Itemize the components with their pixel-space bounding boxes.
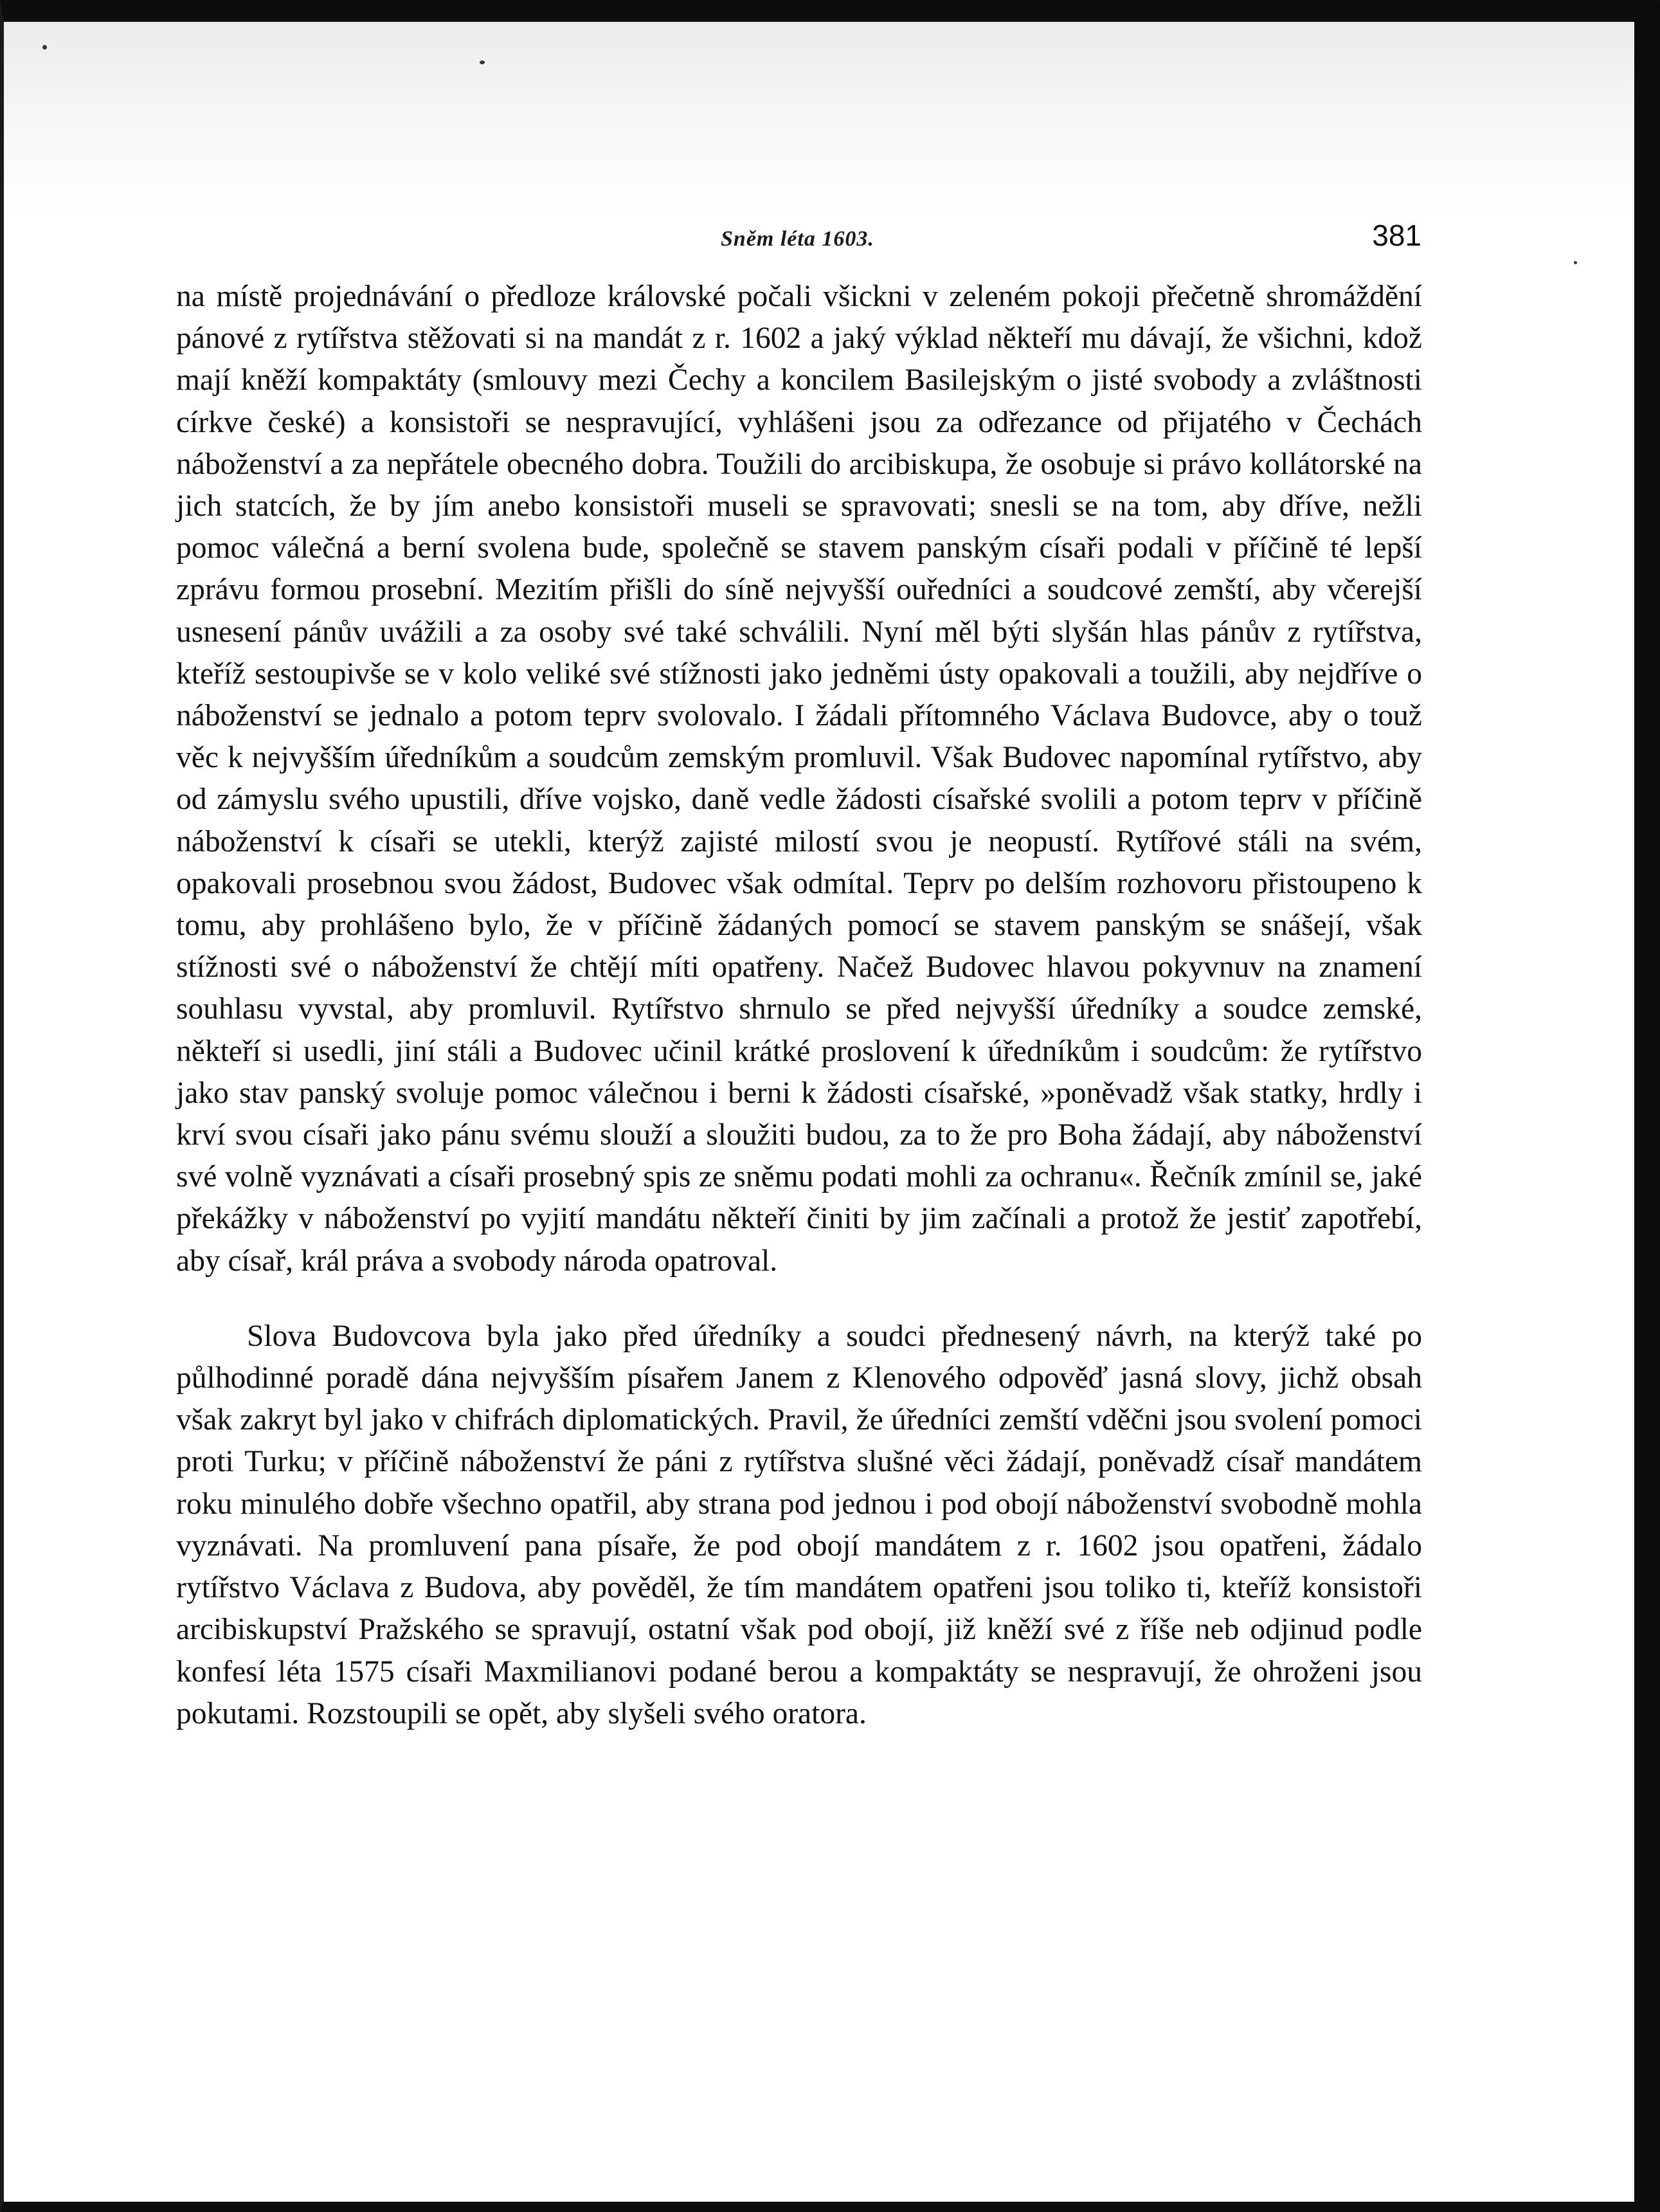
page-header bbox=[177, 218, 1421, 257]
body-text bbox=[176, 276, 1422, 1735]
running-title: Sněm léta 1603. bbox=[721, 227, 874, 251]
paragraph-1: na místě projednávání o předloze královské počali všickni v zeleném pokoji přečetně shromáždění pánové z rytířstva stěžovati si na mandát z r. 1602 a jaký výklad někteří mu dávají, že všichni, kdož mají kněží kompaktáty (smlouvy mezi Čechy a koncilem Basilejským o jisté svobody a zvláštnosti církve české) a konsistoři se nespravující, vyhlášeni jsou za odřezance od přijatého v Čechách náboženství a za nepřátele obecného dobra. Toužili do arcibiskupa, že osobuje si právo kollátorské na jich statcích, že by jím anebo konsistoři museli se spravovati; snesli se na tom, aby dříve, nežli pomoc válečná a berní svolena bude, společně se stavem panským císaři podali v příčině té lepší zprávu formou prosební. Mezitím přišli do síně nejvyšší ouředníci a soudcové zemští, aby včerejší usnesení pánův uvážili a za osoby své také schválili. Nyní měl býti slyšán hlas pánův z rytířstva, kteříž sestoupivše se v kolo veliké své stížnosti jako jedněmi ústy opakovali a toužili, aby nejdříve o náboženství se jednalo a potom teprv svolovalo. I žádali přítomného Václava Budovce, aby o touž věc k nejvyšším úředníkům a soudcům zemským promluvil. Však Budovec napomínal rytířstvo, aby od zámyslu svého upustili, dříve vojsko, daně vedle žádosti císařské svolili a potom teprv v příčině náboženství k císaři se utekli, kterýž zajisté milostí svou je neopustí. Rytířové stáli na svém, opakovali prosebnou svou žádost, Budovec však odmítal. Teprv po delším rozhovoru přistoupeno k tomu, aby prohlášeno bylo, že v příčině žádaných pomocí se stavem panským se snášejí, však stížnosti své o náboženství že chtějí míti opatřeny. Načež Budovec hlavou pokyvnuv na znamení souhlasu vyvstal, aby promluvil. Rytířstvo shrnulo se před nejvyšší úředníky a soudce zemské, někteří si usedli, jiní stáli a Budovec učinil krátké proslovení k úředníkům i soudcům: že rytířstvo jako stav panský svoluje pomoc válečnou i berni k žádosti císařské, »poněvadž však statky, hrdly i krví svou císaři jako pánu svému slouží a sloužiti budou, za to že pro Boha žádají, aby náboženství své volně vyznávati a císaři prosebný spis ze sněmu podati mohli za ochranu«. Řečník zmínil se, jaké překážky v náboženství po vyjití mandátu někteří činiti by jim začínali a protož že jestiť zapotřebí, aby císař, král práva a svobody národa opatroval. bbox=[176, 280, 1422, 1278]
scan-speck bbox=[42, 45, 47, 50]
page-number: 381 bbox=[1372, 219, 1421, 252]
scan-speck bbox=[480, 60, 485, 64]
scan-speck bbox=[1574, 261, 1577, 264]
paragraph-2: Slova Budovcova byla jako před úředníky a soudci přednesený návrh, na kterýž také po půlhodinné poradě dána nejvyšším písařem Janem z Klenového odpověď jasná slovy, jichž obsah však zakryt byl jako v chifrách diplomatických. Pravil, že úředníci zemští vděčni jsou svolení pomoci proti Turku; v příčině náboženství že páni z rytířstva slušné věci žádají, poněvadž císař mandátem roku minulého dobře všechno opatřil, aby strana pod jednou i pod obojí náboženství svobodně mohla vyznávati. Na promluvení pana písaře, že pod obojí mandátem z r. 1602 jsou opatřeni, žádalo rytířstvo Václava z Budova, aby pověděl, že tím mandátem opatřeni jsou toliko ti, kteříž konsistoři arcibiskupství Pražského se spravují, ostatní však pod obojí, již kněží své z říše neb odjinud podle konfesí léta 1575 císaři Maxmilianovi podané berou a kompaktáty se nespravují, že ohroženi jsou pokutami. Rozstoupili se opět, aby slyšeli svého oratora. bbox=[176, 1319, 1422, 1730]
